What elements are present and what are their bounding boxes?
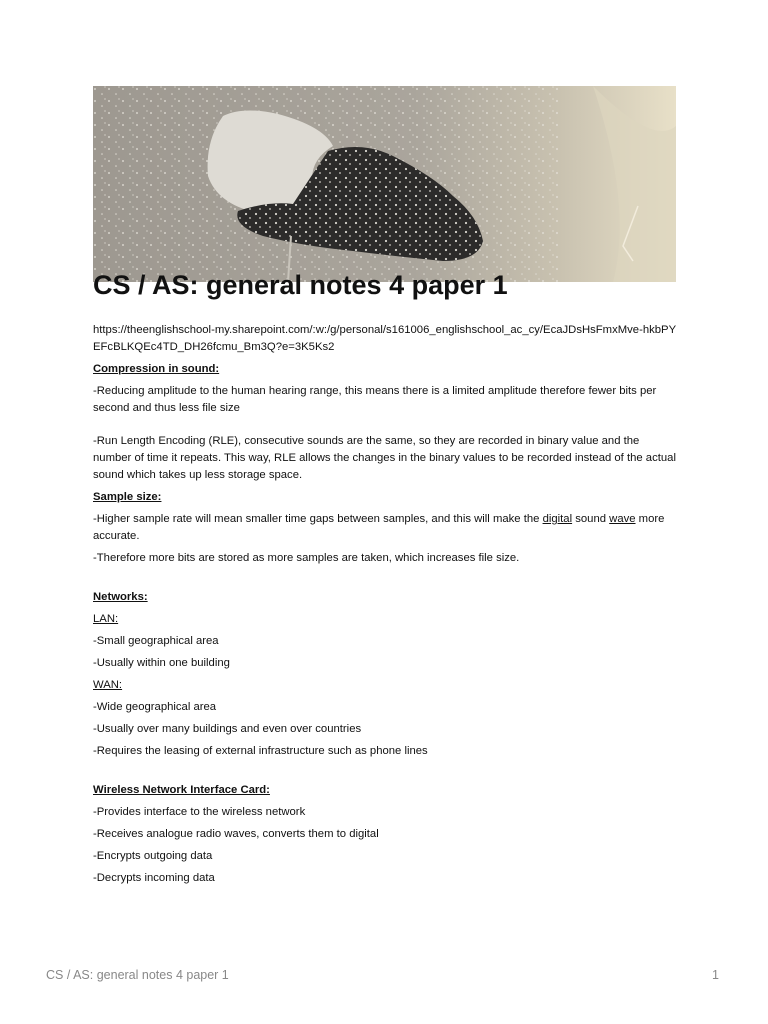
spacer — [93, 422, 678, 433]
wnic-item: -Provides interface to the wireless network — [93, 806, 306, 818]
lan-label: LAN: — [93, 613, 119, 625]
spellcheck-word-digital: digital — [542, 513, 573, 525]
sample-size-paragraph-1 — [93, 511, 678, 545]
lan-item: -Usually within one building — [93, 657, 230, 669]
footer-page-number: 1 — [712, 968, 719, 982]
wan-item: -Requires the leasing of external infrastructure such as phone lines — [93, 745, 428, 757]
footer-title: CS / AS: general notes 4 paper 1 — [46, 968, 229, 982]
wnic-item: -Encrypts outgoing data — [93, 850, 213, 862]
wan-label: WAN: — [93, 679, 123, 691]
lan-item: -Small geographical area — [93, 635, 219, 647]
wnic-item: -Receives analogue radio waves, converts them to digital — [93, 828, 379, 840]
text-run: -Higher sample rate will mean smaller time gaps between samples, and this will make the — [93, 513, 543, 525]
document-body — [93, 322, 678, 892]
spellcheck-word-wave: wave — [609, 513, 636, 525]
document-title: CS / AS: general notes 4 paper 1 — [93, 270, 508, 300]
wnic-item: -Decrypts incoming data — [93, 872, 215, 884]
sample-size-paragraph-2: -Therefore more bits are stored as more samples are taken, which increases file size. — [93, 552, 520, 564]
heading-wnic: Wireless Network Interface Card: — [93, 784, 270, 796]
heading-networks: Networks: — [93, 591, 148, 603]
heading-sample-size: Sample size: — [93, 491, 162, 503]
compression-paragraph-2: -Run Length Encoding (RLE), consecutive sounds are the same, so they are recorded in binary value and the number of time it repeats. This way, RLE allows the changes in the binary values to be recorded instead of the actual sound which takes up less storage space. — [93, 435, 676, 481]
text-run: more accurate. — [93, 513, 665, 542]
snow-landscape-illustration — [93, 86, 676, 282]
compression-paragraph-1: -Reducing amplitude to the human hearing range, this means there is a limited amplitude therefore fewer bits per second and thus less file size — [93, 385, 657, 414]
text-run: sound — [572, 513, 610, 525]
header-artwork — [93, 86, 676, 282]
sharepoint-link[interactable]: https://theenglishschool-my.sharepoint.com/:w:/g/personal/s161006_englishschool_ac_cy/EcaJDsHsFmxMve-hkbPYEFcBLKQEc4TD_DH26fcmu_Bm3Q?e=3K5Ks2 — [93, 324, 677, 353]
spacer — [93, 572, 678, 589]
spacer — [93, 765, 678, 782]
wan-item: -Usually over many buildings and even over countries — [93, 723, 362, 735]
wan-item: -Wide geographical area — [93, 701, 217, 713]
heading-compression: Compression in sound: — [93, 363, 220, 375]
